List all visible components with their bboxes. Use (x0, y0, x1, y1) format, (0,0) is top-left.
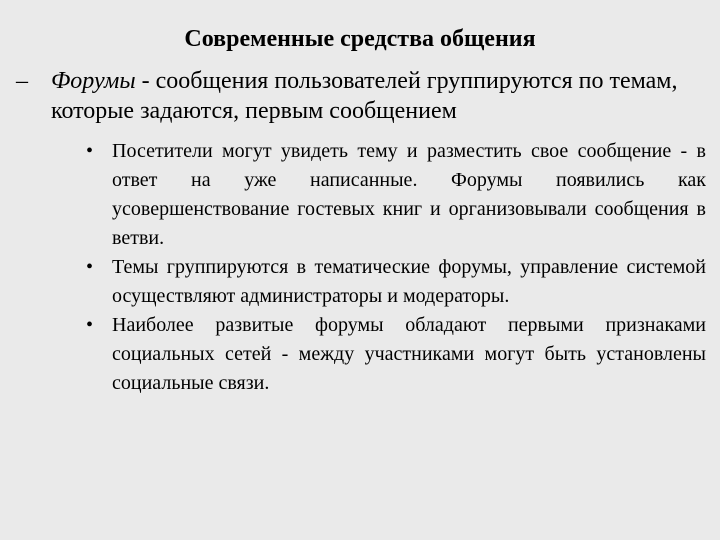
dash-marker: – (16, 68, 28, 94)
main-item-description: сообщения пользователей группируются по темам, которые задаются, первым сообщением (51, 68, 678, 124)
bullet-icon: • (86, 140, 94, 162)
main-list-item (16, 66, 706, 126)
bullet-icon: • (86, 314, 94, 336)
bullet-text: Посетители могут увидеть тему и разместить свое сообщение - в ответ на уже написанные. Форумы появились как усовершенствование гостевых книг и организовывали сообщения в ветви. (112, 140, 706, 249)
bullet-item (86, 137, 706, 253)
bullet-text: Наиболее развитые форумы обладают первыми признаками социальных сетей - между участниками могут быть установлены социальные связи. (112, 314, 706, 394)
slide-title: Современные средства общения (184, 26, 536, 52)
main-item-text (51, 66, 706, 126)
term-separator: - (135, 68, 156, 94)
bullet-text: Темы группируются в тематические форумы, управление системой осуществляют администраторы и модераторы. (112, 256, 706, 307)
bullet-list (86, 137, 706, 398)
bullet-item (86, 311, 706, 398)
bullet-item (86, 253, 706, 311)
term-forums: Форумы (51, 68, 136, 94)
bullet-icon: • (86, 256, 94, 278)
